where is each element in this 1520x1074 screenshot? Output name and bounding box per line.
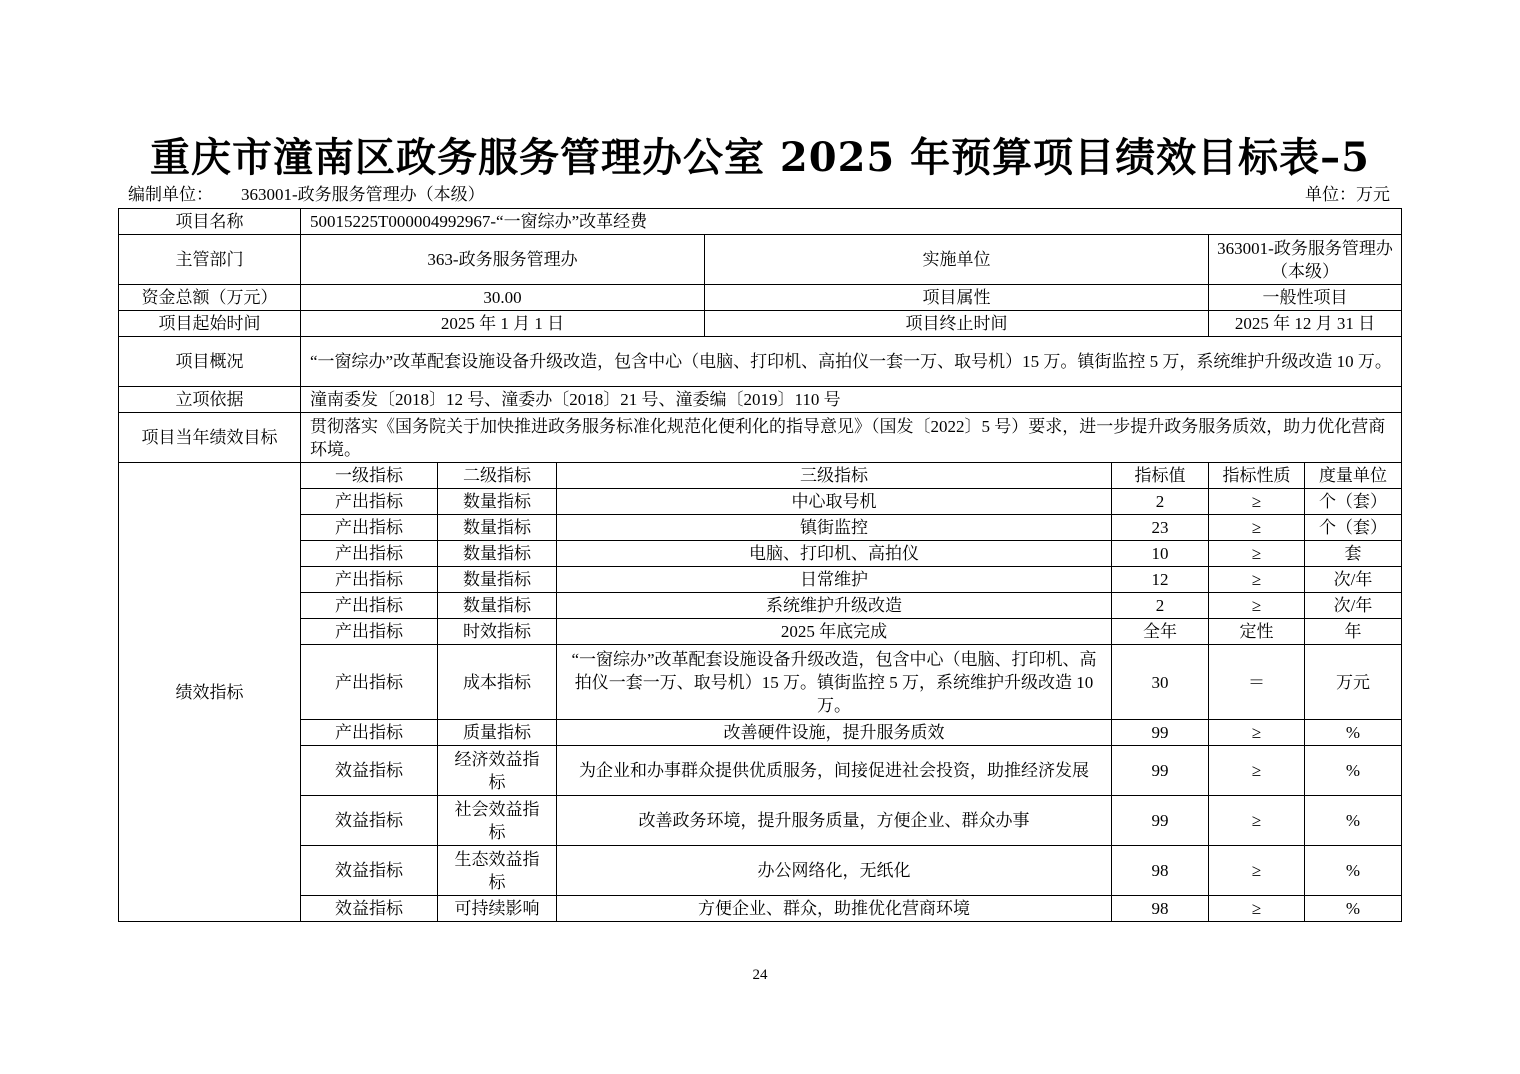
level2-cell: 数量指标 [438, 541, 557, 567]
table-row [119, 796, 1402, 846]
row-overview [119, 337, 1402, 387]
table-row [119, 846, 1402, 896]
overview-label: 项目概况 [119, 337, 301, 387]
nature-cell: ≥ [1209, 746, 1305, 796]
level3-cell: 2025 年底完成 [557, 619, 1112, 645]
level3-cell: 改善硬件设施，提升服务质效 [557, 720, 1112, 746]
row-dates [119, 311, 1402, 337]
row-basis [119, 387, 1402, 413]
level1-cell: 产出指标 [301, 593, 438, 619]
row-department [119, 235, 1402, 285]
unit-cell: % [1305, 896, 1402, 922]
unit-cell: 次/年 [1305, 567, 1402, 593]
nature-cell: ≥ [1209, 846, 1305, 896]
project-name-value: 50015225T000004992967-“一窗综办”改革经费 [301, 209, 1402, 235]
level2-cell: 社会效益指标 [438, 796, 557, 846]
compiling-unit [128, 184, 485, 206]
level3-cell: 为企业和办事群众提供优质服务，间接促进社会投资，助推经济发展 [557, 746, 1112, 796]
level3-cell: 镇街监控 [557, 515, 1112, 541]
header-level3: 三级指标 [557, 463, 1112, 489]
level3-cell: 中心取号机 [557, 489, 1112, 515]
compiling-unit-value: 363001-政务服务管理办（本级） [241, 185, 485, 204]
nature-cell: ≥ [1209, 720, 1305, 746]
basis-value: 潼南委发〔2018〕12 号、潼委办〔2018〕21 号、潼委编〔2019〕110 号 [301, 387, 1402, 413]
value-cell: 10 [1112, 541, 1209, 567]
level1-cell: 产出指标 [301, 619, 438, 645]
table-row [119, 489, 1402, 515]
nature-cell: ≥ [1209, 567, 1305, 593]
level2-cell: 时效指标 [438, 619, 557, 645]
end-label: 项目终止时间 [705, 311, 1209, 337]
nature-cell: ≥ [1209, 796, 1305, 846]
unit-cell: 次/年 [1305, 593, 1402, 619]
level1-cell: 效益指标 [301, 846, 438, 896]
level1-cell: 产出指标 [301, 541, 438, 567]
header-value: 指标值 [1112, 463, 1209, 489]
header-level1: 一级指标 [301, 463, 438, 489]
impl-value: 363001-政务服务管理办（本级） [1209, 235, 1402, 285]
header-unit: 度量单位 [1305, 463, 1402, 489]
end-value: 2025 年 12 月 31 日 [1209, 311, 1402, 337]
unit-cell: % [1305, 720, 1402, 746]
table-row [119, 515, 1402, 541]
level2-cell: 经济效益指标 [438, 746, 557, 796]
nature-cell: ≥ [1209, 593, 1305, 619]
unit-cell: % [1305, 796, 1402, 846]
unit-cell: 套 [1305, 541, 1402, 567]
level2-cell: 可持续影响 [438, 896, 557, 922]
goal-label: 项目当年绩效目标 [119, 413, 301, 463]
table-row [119, 720, 1402, 746]
level3-cell: 电脑、打印机、高拍仪 [557, 541, 1112, 567]
project-name-label: 项目名称 [119, 209, 301, 235]
level2-cell: 数量指标 [438, 515, 557, 541]
level1-cell: 效益指标 [301, 896, 438, 922]
indicator-section-label: 绩效指标 [119, 463, 301, 922]
table-row [119, 541, 1402, 567]
header-nature: 指标性质 [1209, 463, 1305, 489]
level1-cell: 产出指标 [301, 567, 438, 593]
overview-value: “一窗综办”改革配套设施设备升级改造，包含中心（电脑、打印机、高拍仪一套一万、取号机）15 万。镇街监控 5 万，系统维护升级改造 10 万。 [301, 337, 1402, 387]
unit-cell: 万元 [1305, 645, 1402, 720]
level1-cell: 效益指标 [301, 746, 438, 796]
value-cell: 23 [1112, 515, 1209, 541]
level3-cell: 日常维护 [557, 567, 1112, 593]
level3-cell: 方便企业、群众，助推优化营商环境 [557, 896, 1112, 922]
start-value: 2025 年 1 月 1 日 [301, 311, 705, 337]
level1-cell: 效益指标 [301, 796, 438, 846]
value-cell: 98 [1112, 896, 1209, 922]
indicator-header-row [119, 463, 1402, 489]
unit-cell: % [1305, 846, 1402, 896]
level2-cell: 生态效益指标 [438, 846, 557, 896]
value-cell: 全年 [1112, 619, 1209, 645]
unit-cell: 个（套） [1305, 515, 1402, 541]
value-cell: 12 [1112, 567, 1209, 593]
attr-label: 项目属性 [705, 285, 1209, 311]
nature-cell: ≥ [1209, 489, 1305, 515]
level1-cell: 产出指标 [301, 489, 438, 515]
table-row [119, 619, 1402, 645]
nature-cell: ＝ [1209, 645, 1305, 720]
unit-cell: % [1305, 746, 1402, 796]
attr-value: 一般性项目 [1209, 285, 1402, 311]
row-fund [119, 285, 1402, 311]
level1-cell: 产出指标 [301, 720, 438, 746]
table-row [119, 645, 1402, 720]
nature-cell: ≥ [1209, 515, 1305, 541]
level3-cell: 系统维护升级改造 [557, 593, 1112, 619]
table-row [119, 746, 1402, 796]
fund-value: 30.00 [301, 285, 705, 311]
level3-cell: 办公网络化，无纸化 [557, 846, 1112, 896]
table-row [119, 567, 1402, 593]
value-cell: 99 [1112, 746, 1209, 796]
start-label: 项目起始时间 [119, 311, 301, 337]
row-goal [119, 413, 1402, 463]
currency-unit: 单位：万元 [1305, 185, 1390, 204]
nature-cell: ≥ [1209, 896, 1305, 922]
unit-cell: 个（套） [1305, 489, 1402, 515]
header-level2: 二级指标 [438, 463, 557, 489]
level2-cell: 质量指标 [438, 720, 557, 746]
performance-target-table [118, 208, 1402, 922]
table-row [119, 593, 1402, 619]
dept-label: 主管部门 [119, 235, 301, 285]
nature-cell: ≥ [1209, 541, 1305, 567]
unit-cell: 年 [1305, 619, 1402, 645]
basis-label: 立项依据 [119, 387, 301, 413]
value-cell: 99 [1112, 796, 1209, 846]
level1-cell: 产出指标 [301, 645, 438, 720]
level2-cell: 成本指标 [438, 645, 557, 720]
compiling-unit-label: 编制单位： [128, 185, 213, 204]
level1-cell: 产出指标 [301, 515, 438, 541]
value-cell: 99 [1112, 720, 1209, 746]
fund-label: 资金总额（万元） [119, 285, 301, 311]
value-cell: 2 [1112, 593, 1209, 619]
table-row [119, 896, 1402, 922]
impl-label: 实施单位 [705, 235, 1209, 285]
value-cell: 30 [1112, 645, 1209, 720]
level3-cell: 改善政务环境，提升服务质量，方便企业、群众办事 [557, 796, 1112, 846]
goal-value: 贯彻落实《国务院关于加快推进政务服务标准化规范化便利化的指导意见》（国发〔2022〕5 号）要求，进一步提升政务服务质效，助力优化营商环境。 [301, 413, 1402, 463]
page-number: 24 [752, 967, 768, 983]
value-cell: 98 [1112, 846, 1209, 896]
page-title: 重庆市潼南区政务服务管理办公室 2025 年预算项目绩效目标表–5 [149, 134, 1370, 181]
level2-cell: 数量指标 [438, 489, 557, 515]
value-cell: 2 [1112, 489, 1209, 515]
level3-cell: “一窗综办”改革配套设施设备升级改造，包含中心（电脑、打印机、高拍仪一套一万、取号机）15 万。镇街监控 5 万，系统维护升级改造 10 万。 [557, 645, 1112, 720]
row-project-name [119, 209, 1402, 235]
nature-cell: 定性 [1209, 619, 1305, 645]
level2-cell: 数量指标 [438, 593, 557, 619]
level2-cell: 数量指标 [438, 567, 557, 593]
dept-value: 363-政务服务管理办 [301, 235, 705, 285]
